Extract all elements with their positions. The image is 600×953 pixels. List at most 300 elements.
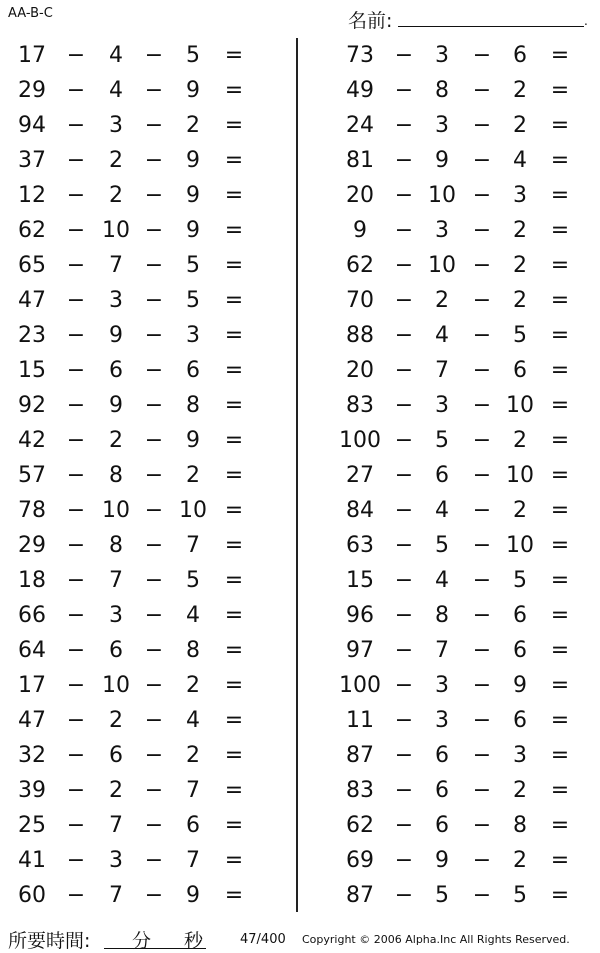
subtrahend-2: 2 <box>513 498 527 523</box>
equals-sign: = <box>550 673 570 698</box>
subtrahend-1: 10 <box>428 183 456 208</box>
subtrahend-1: 9 <box>109 393 123 418</box>
problem-row <box>298 423 598 458</box>
minuend: 9 <box>353 218 367 243</box>
subtrahend-2: 8 <box>186 638 200 663</box>
problem-row <box>0 388 300 423</box>
subtrahend-2: 10 <box>506 463 534 488</box>
minus-sign: − <box>472 358 492 383</box>
subtrahend-1: 8 <box>109 463 123 488</box>
minus-sign: − <box>144 883 164 908</box>
minus-sign: − <box>394 323 414 348</box>
minus-sign: − <box>144 778 164 803</box>
subtrahend-2: 6 <box>513 638 527 663</box>
minuend: 83 <box>346 778 374 803</box>
subtrahend-1: 7 <box>109 813 123 838</box>
subtrahend-1: 4 <box>435 498 449 523</box>
problem-row <box>0 38 300 73</box>
time-label: 所要時間: <box>8 930 91 952</box>
minuend: 32 <box>18 743 46 768</box>
minus-sign: − <box>394 673 414 698</box>
subtrahend-2: 7 <box>186 778 200 803</box>
minuend: 88 <box>346 323 374 348</box>
subtrahend-1: 7 <box>109 568 123 593</box>
problem-row <box>0 808 300 843</box>
minuend: 83 <box>346 393 374 418</box>
minus-sign: − <box>472 428 492 453</box>
minus-sign: − <box>472 638 492 663</box>
subtrahend-2: 8 <box>186 393 200 418</box>
minus-sign: − <box>472 463 492 488</box>
minus-sign: − <box>394 43 414 68</box>
minus-sign: − <box>394 148 414 173</box>
minus-sign: − <box>394 253 414 278</box>
problem-row <box>298 108 598 143</box>
subtrahend-2: 4 <box>186 603 200 628</box>
subtrahend-2: 2 <box>513 218 527 243</box>
minuend: 12 <box>18 183 46 208</box>
minus-sign: − <box>66 323 86 348</box>
problem-row <box>0 738 300 773</box>
subtrahend-1: 7 <box>435 358 449 383</box>
problem-row <box>0 423 300 458</box>
minus-sign: − <box>144 848 164 873</box>
equals-sign: = <box>550 393 570 418</box>
problem-row <box>298 843 598 878</box>
minuend: 66 <box>18 603 46 628</box>
problem-row <box>298 213 598 248</box>
minuend: 96 <box>346 603 374 628</box>
equals-sign: = <box>550 288 570 313</box>
subtrahend-2: 9 <box>186 218 200 243</box>
subtrahend-2: 9 <box>186 883 200 908</box>
subtrahend-2: 7 <box>186 533 200 558</box>
minus-sign: − <box>394 708 414 733</box>
minuend: 49 <box>346 78 374 103</box>
subtrahend-2: 2 <box>513 113 527 138</box>
equals-sign: = <box>224 323 244 348</box>
minus-sign: − <box>472 253 492 278</box>
minus-sign: − <box>66 288 86 313</box>
equals-sign: = <box>550 498 570 523</box>
equals-sign: = <box>224 673 244 698</box>
subtrahend-1: 5 <box>435 533 449 558</box>
subtrahend-2: 5 <box>513 323 527 348</box>
minuend: 24 <box>346 113 374 138</box>
subtrahend-1: 3 <box>435 43 449 68</box>
subtrahend-2: 9 <box>513 673 527 698</box>
equals-sign: = <box>550 743 570 768</box>
minus-sign: − <box>394 848 414 873</box>
equals-sign: = <box>224 148 244 173</box>
subtrahend-1: 2 <box>109 148 123 173</box>
minuend: 27 <box>346 463 374 488</box>
subtrahend-1: 3 <box>109 288 123 313</box>
subtrahend-1: 6 <box>435 813 449 838</box>
subtrahend-1: 2 <box>109 183 123 208</box>
problem-row <box>298 248 598 283</box>
equals-sign: = <box>550 323 570 348</box>
minus-sign: − <box>66 638 86 663</box>
subtrahend-2: 2 <box>513 428 527 453</box>
minus-sign: − <box>66 498 86 523</box>
minus-sign: − <box>144 498 164 523</box>
minus-sign: − <box>472 673 492 698</box>
subtrahend-2: 6 <box>513 708 527 733</box>
subtrahend-2: 9 <box>186 148 200 173</box>
minus-sign: − <box>144 218 164 243</box>
equals-sign: = <box>224 498 244 523</box>
page-number: 47/400 <box>240 932 286 947</box>
problem-row <box>298 143 598 178</box>
equals-sign: = <box>224 568 244 593</box>
minutes-unit: 分 <box>132 930 152 952</box>
equals-sign: = <box>550 848 570 873</box>
equals-sign: = <box>224 218 244 243</box>
equals-sign: = <box>550 813 570 838</box>
minus-sign: − <box>66 743 86 768</box>
subtrahend-1: 6 <box>109 358 123 383</box>
minus-sign: − <box>66 813 86 838</box>
equals-sign: = <box>550 883 570 908</box>
minus-sign: − <box>472 568 492 593</box>
minus-sign: − <box>472 883 492 908</box>
minuend: 42 <box>18 428 46 453</box>
minus-sign: − <box>394 568 414 593</box>
minus-sign: − <box>394 778 414 803</box>
minuend: 69 <box>346 848 374 873</box>
subtrahend-2: 6 <box>513 43 527 68</box>
subtrahend-2: 6 <box>186 358 200 383</box>
subtrahend-2: 2 <box>186 673 200 698</box>
minus-sign: − <box>394 498 414 523</box>
equals-sign: = <box>550 358 570 383</box>
subtrahend-1: 3 <box>109 848 123 873</box>
problem-row <box>0 143 300 178</box>
minus-sign: − <box>66 533 86 558</box>
equals-sign: = <box>550 218 570 243</box>
problem-row <box>0 213 300 248</box>
subtrahend-1: 8 <box>435 78 449 103</box>
minus-sign: − <box>66 358 86 383</box>
minus-sign: − <box>472 603 492 628</box>
subtrahend-1: 2 <box>109 778 123 803</box>
subtrahend-2: 2 <box>186 463 200 488</box>
subtrahend-2: 5 <box>186 253 200 278</box>
equals-sign: = <box>550 533 570 558</box>
subtrahend-2: 9 <box>186 183 200 208</box>
problem-row <box>298 633 598 668</box>
subtrahend-2: 5 <box>186 568 200 593</box>
minus-sign: − <box>472 218 492 243</box>
subtrahend-1: 5 <box>435 883 449 908</box>
problem-row <box>298 773 598 808</box>
subtrahend-1: 8 <box>109 533 123 558</box>
minus-sign: − <box>66 113 86 138</box>
problem-row <box>0 318 300 353</box>
subtrahend-1: 10 <box>102 498 130 523</box>
minus-sign: − <box>394 113 414 138</box>
minus-sign: − <box>394 883 414 908</box>
problem-row <box>0 493 300 528</box>
minuend: 29 <box>18 533 46 558</box>
subtrahend-1: 6 <box>435 743 449 768</box>
problem-row <box>0 108 300 143</box>
minuend: 20 <box>346 183 374 208</box>
minus-sign: − <box>472 848 492 873</box>
equals-sign: = <box>224 288 244 313</box>
minuend: 47 <box>18 288 46 313</box>
equals-sign: = <box>224 883 244 908</box>
equals-sign: = <box>224 183 244 208</box>
subtrahend-1: 9 <box>109 323 123 348</box>
minuend: 57 <box>18 463 46 488</box>
minus-sign: − <box>394 218 414 243</box>
problem-row <box>0 598 300 633</box>
equals-sign: = <box>550 183 570 208</box>
subtrahend-2: 10 <box>506 533 534 558</box>
minus-sign: − <box>472 43 492 68</box>
problem-row <box>298 73 598 108</box>
minus-sign: − <box>394 603 414 628</box>
subtrahend-1: 8 <box>435 603 449 628</box>
equals-sign: = <box>550 253 570 278</box>
minus-sign: − <box>144 358 164 383</box>
subtrahend-2: 5 <box>513 883 527 908</box>
minus-sign: − <box>144 813 164 838</box>
problem-row <box>0 703 300 738</box>
minuend: 62 <box>18 218 46 243</box>
subtrahend-2: 3 <box>186 323 200 348</box>
subtrahend-2: 2 <box>513 288 527 313</box>
subtrahend-2: 2 <box>513 848 527 873</box>
minuend: 37 <box>18 148 46 173</box>
problem-row <box>298 458 598 493</box>
minuend: 100 <box>339 428 381 453</box>
name-field <box>348 6 588 33</box>
time-taken <box>8 926 204 953</box>
minus-sign: − <box>472 323 492 348</box>
minus-sign: − <box>472 393 492 418</box>
minus-sign: − <box>66 428 86 453</box>
minuend: 73 <box>346 43 374 68</box>
minus-sign: − <box>472 778 492 803</box>
subtrahend-2: 10 <box>506 393 534 418</box>
minus-sign: − <box>472 183 492 208</box>
subtrahend-1: 4 <box>435 323 449 348</box>
subtrahend-1: 5 <box>435 428 449 453</box>
problem-row <box>298 283 598 318</box>
problem-row <box>298 38 598 73</box>
subtrahend-1: 4 <box>109 43 123 68</box>
minus-sign: − <box>66 568 86 593</box>
subtrahend-1: 2 <box>435 288 449 313</box>
minus-sign: − <box>144 148 164 173</box>
problem-row <box>0 528 300 563</box>
subtrahend-1: 6 <box>435 463 449 488</box>
equals-sign: = <box>224 708 244 733</box>
problem-row <box>0 248 300 283</box>
subtrahend-1: 10 <box>102 218 130 243</box>
equals-sign: = <box>224 848 244 873</box>
problem-row <box>0 563 300 598</box>
subtrahend-2: 2 <box>513 778 527 803</box>
minuend: 23 <box>18 323 46 348</box>
subtrahend-2: 9 <box>186 78 200 103</box>
problem-row <box>298 738 598 773</box>
problem-column-left <box>0 38 300 913</box>
minuend: 17 <box>18 43 46 68</box>
name-blank-line <box>398 26 584 27</box>
equals-sign: = <box>224 813 244 838</box>
worksheet-code: AA-B-C <box>8 6 53 21</box>
subtrahend-2: 6 <box>186 813 200 838</box>
problem-row <box>0 878 300 913</box>
minus-sign: − <box>144 183 164 208</box>
minus-sign: − <box>144 743 164 768</box>
subtrahend-2: 5 <box>513 568 527 593</box>
minus-sign: − <box>144 113 164 138</box>
minus-sign: − <box>66 148 86 173</box>
subtrahend-1: 7 <box>435 638 449 663</box>
equals-sign: = <box>550 148 570 173</box>
minuend: 41 <box>18 848 46 873</box>
problem-row <box>298 493 598 528</box>
subtrahend-1: 10 <box>428 253 456 278</box>
minus-sign: − <box>394 813 414 838</box>
subtrahend-2: 7 <box>186 848 200 873</box>
minus-sign: − <box>394 638 414 663</box>
problem-row <box>0 843 300 878</box>
subtrahend-2: 4 <box>186 708 200 733</box>
minuend: 25 <box>18 813 46 838</box>
minus-sign: − <box>472 78 492 103</box>
problem-column-right <box>298 38 598 913</box>
equals-sign: = <box>224 743 244 768</box>
equals-sign: = <box>224 113 244 138</box>
equals-sign: = <box>550 778 570 803</box>
subtrahend-1: 9 <box>435 848 449 873</box>
minuend: 15 <box>18 358 46 383</box>
minus-sign: − <box>472 813 492 838</box>
minuend: 15 <box>346 568 374 593</box>
subtrahend-1: 6 <box>109 743 123 768</box>
subtrahend-2: 10 <box>179 498 207 523</box>
minus-sign: − <box>144 43 164 68</box>
equals-sign: = <box>550 568 570 593</box>
subtrahend-1: 7 <box>109 883 123 908</box>
minus-sign: − <box>66 603 86 628</box>
minus-sign: − <box>66 708 86 733</box>
equals-sign: = <box>224 638 244 663</box>
subtrahend-1: 6 <box>435 778 449 803</box>
equals-sign: = <box>550 43 570 68</box>
minus-sign: − <box>472 708 492 733</box>
minuend: 70 <box>346 288 374 313</box>
subtrahend-1: 10 <box>102 673 130 698</box>
minus-sign: − <box>66 78 86 103</box>
subtrahend-2: 2 <box>186 113 200 138</box>
problem-row <box>298 318 598 353</box>
minuend: 11 <box>346 708 374 733</box>
minus-sign: − <box>66 393 86 418</box>
minus-sign: − <box>144 288 164 313</box>
subtrahend-1: 7 <box>109 253 123 278</box>
minus-sign: − <box>66 778 86 803</box>
minus-sign: − <box>144 568 164 593</box>
minuend: 64 <box>18 638 46 663</box>
equals-sign: = <box>224 603 244 628</box>
problem-row <box>298 178 598 213</box>
problem-row <box>298 808 598 843</box>
problem-row <box>298 528 598 563</box>
equals-sign: = <box>550 78 570 103</box>
minus-sign: − <box>144 323 164 348</box>
minus-sign: − <box>144 393 164 418</box>
subtrahend-1: 2 <box>109 708 123 733</box>
equals-sign: = <box>550 113 570 138</box>
subtrahend-1: 3 <box>435 673 449 698</box>
minus-sign: − <box>394 393 414 418</box>
minus-sign: − <box>394 533 414 558</box>
minus-sign: − <box>472 498 492 523</box>
subtrahend-2: 2 <box>513 78 527 103</box>
problem-row <box>0 773 300 808</box>
minuend: 60 <box>18 883 46 908</box>
subtrahend-1: 3 <box>435 393 449 418</box>
subtrahend-1: 6 <box>109 638 123 663</box>
name-label: 名前: <box>348 10 393 32</box>
minus-sign: − <box>144 428 164 453</box>
minus-sign: − <box>66 43 86 68</box>
equals-sign: = <box>550 638 570 663</box>
minuend: 17 <box>18 673 46 698</box>
subtrahend-2: 4 <box>513 148 527 173</box>
problem-row <box>0 178 300 213</box>
equals-sign: = <box>224 253 244 278</box>
subtrahend-2: 3 <box>513 183 527 208</box>
minuend: 94 <box>18 113 46 138</box>
minus-sign: − <box>472 743 492 768</box>
equals-sign: = <box>550 603 570 628</box>
minus-sign: − <box>394 358 414 383</box>
problem-row <box>298 353 598 388</box>
minuend: 92 <box>18 393 46 418</box>
minuend: 18 <box>18 568 46 593</box>
subtrahend-1: 3 <box>109 603 123 628</box>
minuend: 97 <box>346 638 374 663</box>
minus-sign: − <box>144 78 164 103</box>
minus-sign: − <box>66 183 86 208</box>
minus-sign: − <box>472 288 492 313</box>
subtrahend-2: 6 <box>513 603 527 628</box>
minus-sign: − <box>472 113 492 138</box>
minus-sign: − <box>394 78 414 103</box>
subtrahend-1: 3 <box>435 113 449 138</box>
minuend: 20 <box>346 358 374 383</box>
subtrahend-2: 2 <box>513 253 527 278</box>
problem-row <box>0 283 300 318</box>
equals-sign: = <box>550 463 570 488</box>
minus-sign: − <box>144 253 164 278</box>
equals-sign: = <box>224 778 244 803</box>
minuend: 84 <box>346 498 374 523</box>
problem-row <box>298 668 598 703</box>
seconds-unit: 秒 <box>184 930 204 952</box>
problem-row <box>298 388 598 423</box>
minus-sign: − <box>66 218 86 243</box>
subtrahend-1: 2 <box>109 428 123 453</box>
